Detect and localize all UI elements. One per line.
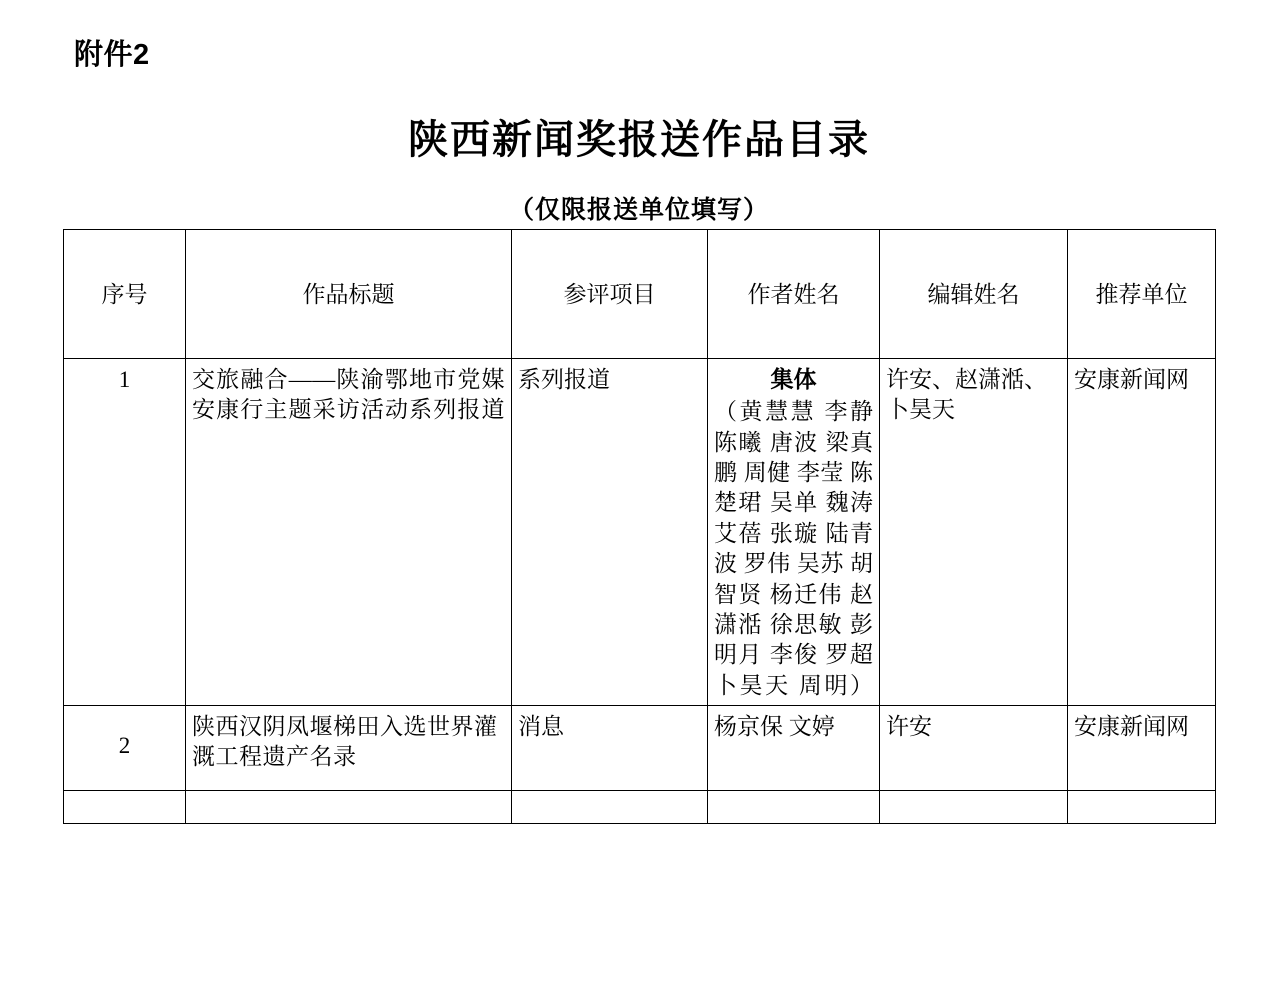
column-header-seq: 序号 [64,230,186,359]
table-header-row [64,230,1216,359]
cell-unit: 安康新闻网 [1068,359,1216,706]
cell-item: 消息 [512,705,708,790]
cell-author [708,790,880,823]
author-collective-label: 集体 [770,367,817,392]
column-header-unit: 推荐单位 [1068,230,1216,359]
cell-author [708,359,880,706]
column-header-item: 参评项目 [512,230,708,359]
page-title: 陕西新闻奖报送作品目录 [408,117,870,162]
table-row [64,705,1216,790]
works-catalog-table [63,229,1216,824]
table-row [64,359,1216,706]
cell-editor: 许安、赵潇湉、卜昊天 [880,359,1068,706]
author-name-list: （黄慧慧 李静 陈曦 唐波 梁真鹏 周健 李莹 陈楚珺 吴单 魏涛 艾蓓 张璇 陆青波 罗伟 吴苏 胡智贤 杨迁伟 赵潇湉 徐思敏 彭明月 李俊 罗超 卜昊天 周明） [714,399,873,698]
cell-editor [880,790,1068,823]
cell-item: 系列报道 [512,359,708,706]
column-header-author: 作者姓名 [708,230,880,359]
column-header-title: 作品标题 [186,230,512,359]
cell-seq: 2 [64,705,186,790]
cell-item [512,790,708,823]
cell-unit: 安康新闻网 [1068,705,1216,790]
column-header-editor: 编辑姓名 [880,230,1068,359]
table-header [64,230,1216,359]
table-row [64,790,1216,823]
cell-editor: 许安 [880,705,1068,790]
cell-author: 杨京保 文婷 [708,705,880,790]
cell-seq: 1 [64,359,186,706]
attachment-label: 附件2 [74,39,150,71]
cell-seq [64,790,186,823]
cell-unit [1068,790,1216,823]
table-body [64,359,1216,824]
cell-title: 交旅融合——陕渝鄂地市党媒安康行主题采访活动系列报道 [186,359,512,706]
cell-title [186,790,512,823]
cell-title: 陕西汉阴凤堰梯田入选世界灌溉工程遗产名录 [186,705,512,790]
page-subtitle: （仅限报送单位填写） [508,197,769,224]
